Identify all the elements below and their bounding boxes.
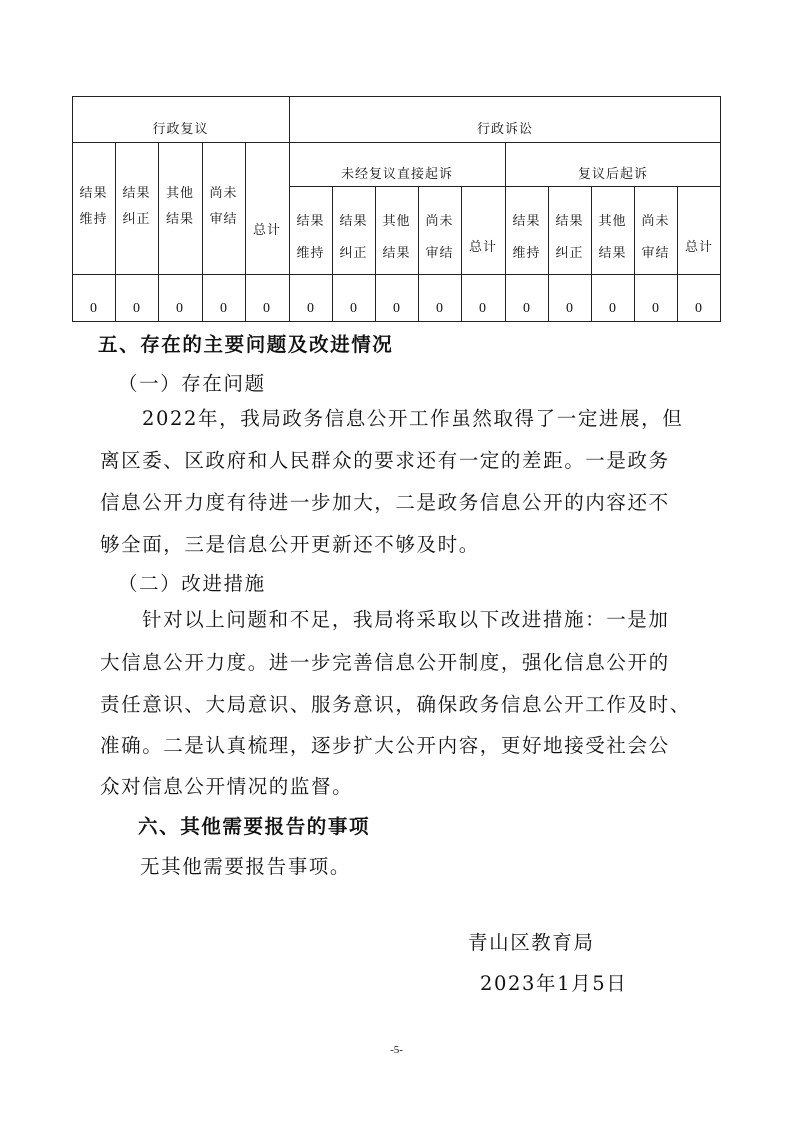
col-result-corrected: 结果 纠正 <box>122 186 151 227</box>
col-result-upheld: 结果 维持 <box>296 214 325 261</box>
table-value: 0 <box>436 301 443 316</box>
header-admin-litigation: 行政诉讼 <box>476 122 533 137</box>
table-rule <box>72 274 721 275</box>
table-value: 0 <box>566 301 573 316</box>
table-value: 0 <box>220 301 227 316</box>
table-value: 0 <box>176 301 183 316</box>
header-after-review: 复议后起诉 <box>577 167 648 182</box>
table-value: 0 <box>350 301 357 316</box>
subsection-measures: （二）改进措施 <box>118 572 266 595</box>
paragraph-line: 无其他需要报告事项。 <box>140 855 352 878</box>
paragraph-line: 够全面，三是信息公开更新还不够及时。 <box>100 533 480 556</box>
col-total: 总计 <box>252 223 281 238</box>
paragraph-line: 责任意识、大局意识、服务意识，确保政务信息公开工作及时、 <box>100 693 691 716</box>
table-value: 0 <box>307 301 314 316</box>
subsection-problems: （一）存在问题 <box>118 372 266 395</box>
paragraph-line: 2022年，我局政务信息公开工作虽然取得了一定进展，但 <box>142 407 684 430</box>
col-pending: 尚未 审结 <box>641 214 670 261</box>
paragraph-line: 离区委、区政府和人民群众的要求还有一定的差距。一是政务 <box>100 449 670 472</box>
col-result-corrected: 结果 纠正 <box>555 214 584 261</box>
col-total: 总计 <box>468 240 497 255</box>
col-total: 总计 <box>684 240 713 255</box>
header-direct-suit: 未经复议直接起诉 <box>340 167 453 182</box>
paragraph-line: 大信息公开力度。进一步完善信息公开制度，强化信息公开的 <box>100 651 670 674</box>
col-pending: 尚未 审结 <box>425 214 454 261</box>
col-other-result: 其他 结果 <box>598 214 627 261</box>
page-number: -5- <box>390 1044 403 1056</box>
paragraph-line: 准确。二是认真梳理，逐步扩大公开内容，更好地接受社会公 <box>100 734 670 757</box>
table-value: 0 <box>479 301 486 316</box>
table-value: 0 <box>133 301 140 316</box>
col-result-corrected: 结果 纠正 <box>339 214 368 261</box>
table-value: 0 <box>652 301 659 316</box>
table-value: 0 <box>263 301 270 316</box>
col-pending: 尚未 审结 <box>209 186 238 227</box>
section-6-heading: 六、其他需要报告的事项 <box>138 815 371 838</box>
table-value: 0 <box>393 301 400 316</box>
header-admin-review: 行政复议 <box>152 122 209 137</box>
signature-org: 青山区教育局 <box>468 931 595 954</box>
table-value: 0 <box>609 301 616 316</box>
table-value: 0 <box>695 301 702 316</box>
signature-date: 2023年1月5日 <box>480 972 628 995</box>
paragraph-line: 信息公开力度有待进一步加大，二是政务信息公开的内容还不 <box>100 491 670 514</box>
section-5-heading: 五、存在的主要问题及改进情况 <box>98 333 394 356</box>
table-value: 0 <box>90 301 97 316</box>
paragraph-line: 针对以上问题和不足，我局将采取以下改进措施：一是加 <box>142 608 670 631</box>
col-result-upheld: 结果 维持 <box>79 186 108 227</box>
col-other-result: 其他 结果 <box>165 186 194 227</box>
col-result-upheld: 结果 维持 <box>512 214 541 261</box>
table-value: 0 <box>523 301 530 316</box>
paragraph-line: 众对信息公开情况的监督。 <box>100 775 354 798</box>
col-other-result: 其他 结果 <box>382 214 411 261</box>
